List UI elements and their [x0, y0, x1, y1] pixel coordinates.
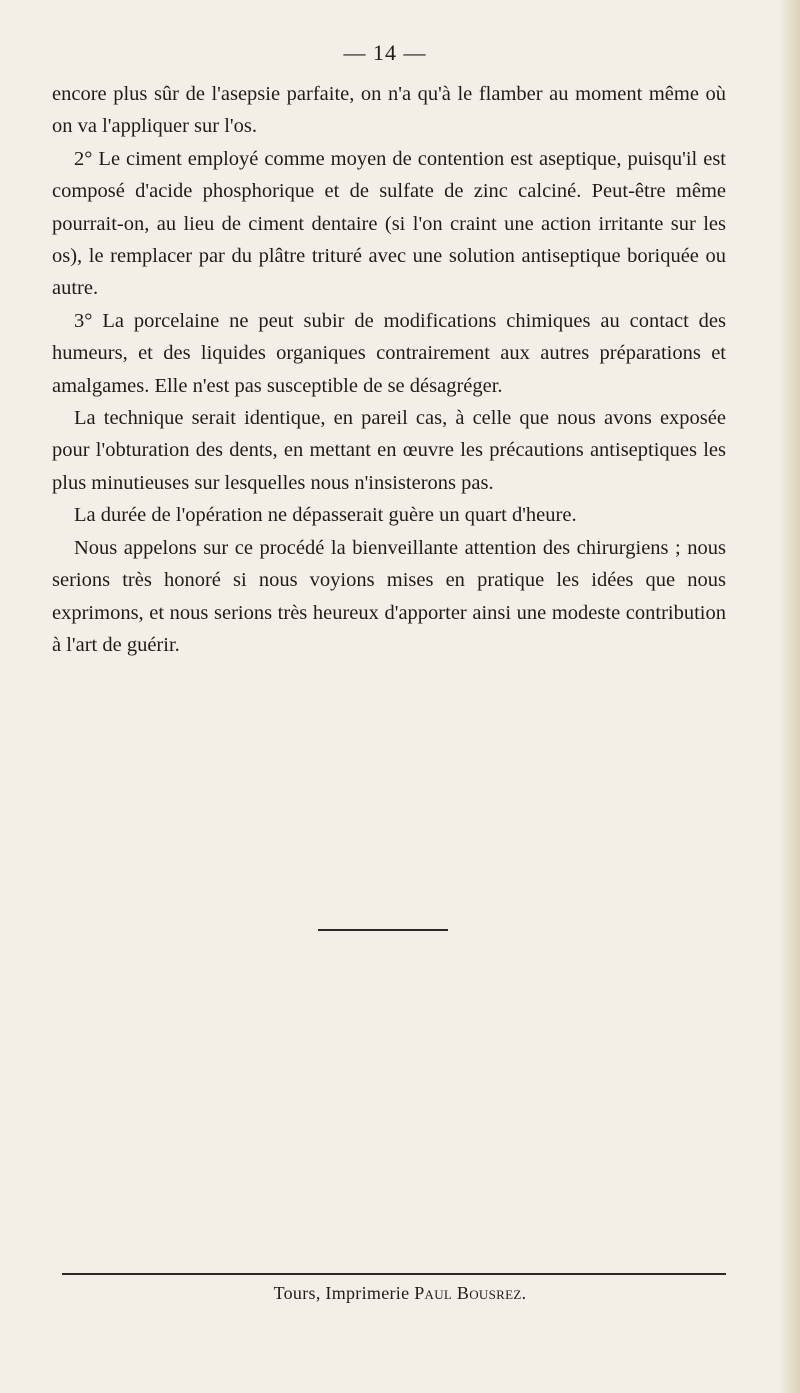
paragraph-porcelain: 3° La porcelaine ne peut subir de modifications chimiques au contact des humeurs, et des liquides organiques contrairement aux autres préparations et amalgames. Elle n'est pas susceptible de se désagréger. [52, 309, 726, 397]
paragraph-technique: La technique serait identique, en pareil cas, à celle que nous avons exposée pour l'obturation des dents, en mettant en œuvre les précautions antiseptiques les plus minutieuses sur lesquelles nous n'insisterons pas. [52, 407, 726, 494]
paragraph-cement: 2° Le ciment employé comme moyen de contention est aseptique, puisqu'il est composé d'acide phosphorique et de sulfate de zinc calciné. Peut-être même pourrait-on, au lieu de ciment dentaire (si l'on craint une action irritante sur les os), le remplacer par du plâtre trituré avec une solution antiseptique boriquée ou autre. [52, 147, 726, 300]
page-number: — 14 — [343, 40, 427, 65]
imprint-city: Tours, Imprimerie [273, 1283, 410, 1303]
paragraph-conclusion: Nous appelons sur ce procédé la bienveillante attention des chirurgiens ; nous serions très honoré si nous voyions mises en pratique les idées que nous exprimons, et nous serions très heureux d'apporter ainsi une modeste contribution à l'art de guérir. [52, 536, 726, 656]
imprint [0, 1283, 800, 1304]
body-text [52, 78, 726, 661]
page-edge-shadow [778, 0, 800, 1393]
paragraph-continuation: encore plus sûr de l'asepsie parfaite, on n'a qu'à le flamber au moment même où on va l'appliquer sur l'os. [52, 83, 726, 138]
section-divider [318, 929, 448, 931]
paragraph-duration: La durée de l'opération ne dépasserait guère un quart d'heure. [74, 504, 577, 527]
imprint-printer: Paul Bousrez. [414, 1283, 527, 1303]
imprint-rule [62, 1273, 726, 1275]
